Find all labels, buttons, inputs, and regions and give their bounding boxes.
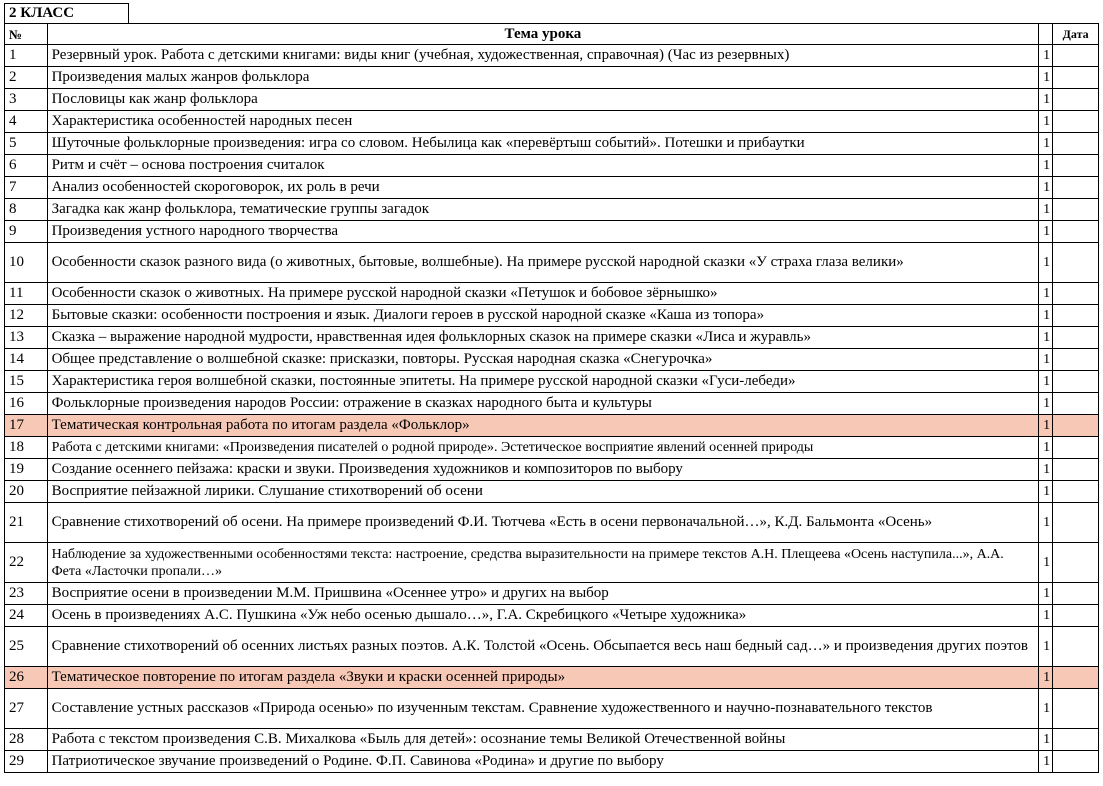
row-date [1053, 459, 1099, 481]
table-row [5, 283, 1099, 305]
row-date [1053, 583, 1099, 605]
row-hours: 1 [1039, 627, 1053, 667]
row-num: 23 [5, 583, 48, 605]
row-date [1053, 45, 1099, 67]
row-topic: Сказка – выражение народной мудрости, нравственная идея фольклорных сказок на примере сказки «Лиса и журавль» [47, 327, 1039, 349]
row-topic: Патриотическое звучание произведений о Родине. Ф.П. Савинова «Родина» и другие по выбору [47, 751, 1039, 773]
header-hours [1039, 24, 1053, 45]
table-row [5, 543, 1099, 583]
row-hours: 1 [1039, 543, 1053, 583]
row-num: 28 [5, 729, 48, 751]
row-num: 26 [5, 667, 48, 689]
row-num: 3 [5, 89, 48, 111]
row-num: 15 [5, 371, 48, 393]
row-hours: 1 [1039, 751, 1053, 773]
row-hours: 1 [1039, 371, 1053, 393]
row-topic: Особенности сказок о животных. На примере русской народной сказки «Петушок и бобовое зёрнышко» [47, 283, 1039, 305]
header-date: Дата [1053, 24, 1099, 45]
table-row [5, 481, 1099, 503]
table-row [5, 89, 1099, 111]
row-hours: 1 [1039, 503, 1053, 543]
row-num: 21 [5, 503, 48, 543]
row-num: 27 [5, 689, 48, 729]
row-hours: 1 [1039, 155, 1053, 177]
row-date [1053, 67, 1099, 89]
row-hours: 1 [1039, 667, 1053, 689]
row-topic: Тематическое повторение по итогам раздела «Звуки и краски осенней природы» [47, 667, 1039, 689]
row-num: 5 [5, 133, 48, 155]
row-date [1053, 415, 1099, 437]
row-topic: Характеристика особенностей народных песен [47, 111, 1039, 133]
row-topic: Особенности сказок разного вида (о животных, бытовые, волшебные). На примере русской народной сказки «У страха глаза велики» [47, 243, 1039, 283]
table-row [5, 45, 1099, 67]
row-num: 4 [5, 111, 48, 133]
row-hours: 1 [1039, 729, 1053, 751]
row-date [1053, 199, 1099, 221]
row-num: 19 [5, 459, 48, 481]
row-date [1053, 349, 1099, 371]
row-hours: 1 [1039, 437, 1053, 459]
row-topic: Произведения малых жанров фольклора [47, 67, 1039, 89]
row-date [1053, 437, 1099, 459]
row-num: 11 [5, 283, 48, 305]
row-topic: Составление устных рассказов «Природа осенью» по изученным текстам. Сравнение художественного и научно-познавательного текстов [47, 689, 1039, 729]
table-row [5, 111, 1099, 133]
row-num: 22 [5, 543, 48, 583]
row-date [1053, 481, 1099, 503]
row-num: 24 [5, 605, 48, 627]
header-num: № [5, 24, 48, 45]
table-row [5, 503, 1099, 543]
table-row [5, 327, 1099, 349]
title-row [4, 3, 1099, 23]
row-date [1053, 327, 1099, 349]
row-hours: 1 [1039, 243, 1053, 283]
row-hours: 1 [1039, 177, 1053, 199]
row-topic: Тематическая контрольная работа по итогам раздела «Фольклор» [47, 415, 1039, 437]
row-hours: 1 [1039, 283, 1053, 305]
row-hours: 1 [1039, 305, 1053, 327]
row-hours: 1 [1039, 349, 1053, 371]
row-num: 20 [5, 481, 48, 503]
row-date [1053, 751, 1099, 773]
row-topic: Загадка как жанр фольклора, тематические группы загадок [47, 199, 1039, 221]
table-row [5, 349, 1099, 371]
row-date [1053, 89, 1099, 111]
row-topic: Осень в произведениях А.С. Пушкина «Уж небо осенью дышало…», Г.А. Скребицкого «Четыре художника» [47, 605, 1039, 627]
row-date [1053, 155, 1099, 177]
table-row [5, 133, 1099, 155]
row-topic: Произведения устного народного творчества [47, 221, 1039, 243]
row-topic: Восприятие пейзажной лирики. Слушание стихотворений об осени [47, 481, 1039, 503]
row-topic: Бытовые сказки: особенности построения и язык. Диалоги героев в русской народной сказке «Каша из топора» [47, 305, 1039, 327]
row-hours: 1 [1039, 393, 1053, 415]
row-topic: Сравнение стихотворений об осенних листьях разных поэтов. А.К. Толстой «Осень. Обсыпается весь наш бедный сад…» и произведения других поэтов [47, 627, 1039, 667]
row-num: 6 [5, 155, 48, 177]
row-topic: Шуточные фольклорные произведения: игра со словом. Небылица как «перевёртыш событий». Потешки и прибаутки [47, 133, 1039, 155]
row-date [1053, 605, 1099, 627]
class-title: 2 КЛАСС [4, 3, 129, 23]
table-row [5, 627, 1099, 667]
row-date [1053, 667, 1099, 689]
row-topic: Наблюдение за художественными особенностями текста: настроение, средства выразительности на примере текстов А.Н. Плещеева «Осень наступила...», А.А. Фета «Ласточки пропали…» [47, 543, 1039, 583]
row-date [1053, 689, 1099, 729]
table-row [5, 243, 1099, 283]
row-hours: 1 [1039, 583, 1053, 605]
row-topic: Работа с текстом произведения С.В. Михалкова «Быль для детей»: осознание темы Великой Отечественной войны [47, 729, 1039, 751]
row-topic: Сравнение стихотворений об осени. На примере произведений Ф.И. Тютчева «Есть в осени первоначальной…», К.Д. Бальмонта «Осень» [47, 503, 1039, 543]
row-num: 17 [5, 415, 48, 437]
table-row [5, 177, 1099, 199]
table-row [5, 67, 1099, 89]
row-hours: 1 [1039, 415, 1053, 437]
table-row [5, 729, 1099, 751]
row-topic: Работа с детскими книгами: «Произведения писателей о родной природе». Эстетическое восприятие явлений осенней природы [47, 437, 1039, 459]
row-num: 25 [5, 627, 48, 667]
row-hours: 1 [1039, 45, 1053, 67]
row-num: 16 [5, 393, 48, 415]
table-row [5, 305, 1099, 327]
row-hours: 1 [1039, 459, 1053, 481]
row-topic: Ритм и счёт – основа построения считалок [47, 155, 1039, 177]
lesson-rows [5, 45, 1099, 773]
row-topic: Пословицы как жанр фольклора [47, 89, 1039, 111]
row-date [1053, 543, 1099, 583]
table-row [5, 583, 1099, 605]
row-topic: Анализ особенностей скороговорок, их роль в речи [47, 177, 1039, 199]
table-row [5, 459, 1099, 481]
row-date [1053, 177, 1099, 199]
row-date [1053, 627, 1099, 667]
row-hours: 1 [1039, 199, 1053, 221]
row-date [1053, 133, 1099, 155]
row-hours: 1 [1039, 221, 1053, 243]
row-num: 18 [5, 437, 48, 459]
row-topic: Создание осеннего пейзажа: краски и звуки. Произведения художников и композиторов по выбору [47, 459, 1039, 481]
table-row [5, 221, 1099, 243]
row-num: 12 [5, 305, 48, 327]
row-num: 9 [5, 221, 48, 243]
row-hours: 1 [1039, 605, 1053, 627]
table-row [5, 371, 1099, 393]
row-topic: Характеристика героя волшебной сказки, постоянные эпитеты. На примере русской народной сказки «Гуси-лебеди» [47, 371, 1039, 393]
row-hours: 1 [1039, 327, 1053, 349]
table-row [5, 605, 1099, 627]
table-row [5, 689, 1099, 729]
row-date [1053, 393, 1099, 415]
table-row [5, 199, 1099, 221]
row-hours: 1 [1039, 133, 1053, 155]
row-num: 14 [5, 349, 48, 371]
row-num: 13 [5, 327, 48, 349]
row-hours: 1 [1039, 111, 1053, 133]
table-row [5, 667, 1099, 689]
row-num: 10 [5, 243, 48, 283]
row-date [1053, 503, 1099, 543]
row-date [1053, 283, 1099, 305]
row-date [1053, 371, 1099, 393]
row-num: 8 [5, 199, 48, 221]
header-row [5, 24, 1099, 45]
row-date [1053, 221, 1099, 243]
row-hours: 1 [1039, 689, 1053, 729]
header-topic: Тема урока [47, 24, 1039, 45]
row-num: 7 [5, 177, 48, 199]
row-hours: 1 [1039, 89, 1053, 111]
row-date [1053, 243, 1099, 283]
row-hours: 1 [1039, 481, 1053, 503]
table-row [5, 415, 1099, 437]
row-topic: Восприятие осени в произведении М.М. Пришвина «Осеннее утро» и других на выбор [47, 583, 1039, 605]
row-num: 1 [5, 45, 48, 67]
row-num: 2 [5, 67, 48, 89]
row-hours: 1 [1039, 67, 1053, 89]
row-date [1053, 305, 1099, 327]
row-topic: Фольклорные произведения народов России: отражение в сказках народного быта и культуры [47, 393, 1039, 415]
row-topic: Резервный урок. Работа с детскими книгами: виды книг (учебная, художественная, справочная) (Час из резервных) [47, 45, 1039, 67]
lesson-table [4, 23, 1099, 773]
table-row [5, 437, 1099, 459]
table-row [5, 751, 1099, 773]
table-row [5, 393, 1099, 415]
row-date [1053, 111, 1099, 133]
table-row [5, 155, 1099, 177]
lesson-plan-document [4, 3, 1099, 773]
row-topic: Общее представление о волшебной сказке: присказки, повторы. Русская народная сказка «Снегурочка» [47, 349, 1039, 371]
row-date [1053, 729, 1099, 751]
row-num: 29 [5, 751, 48, 773]
